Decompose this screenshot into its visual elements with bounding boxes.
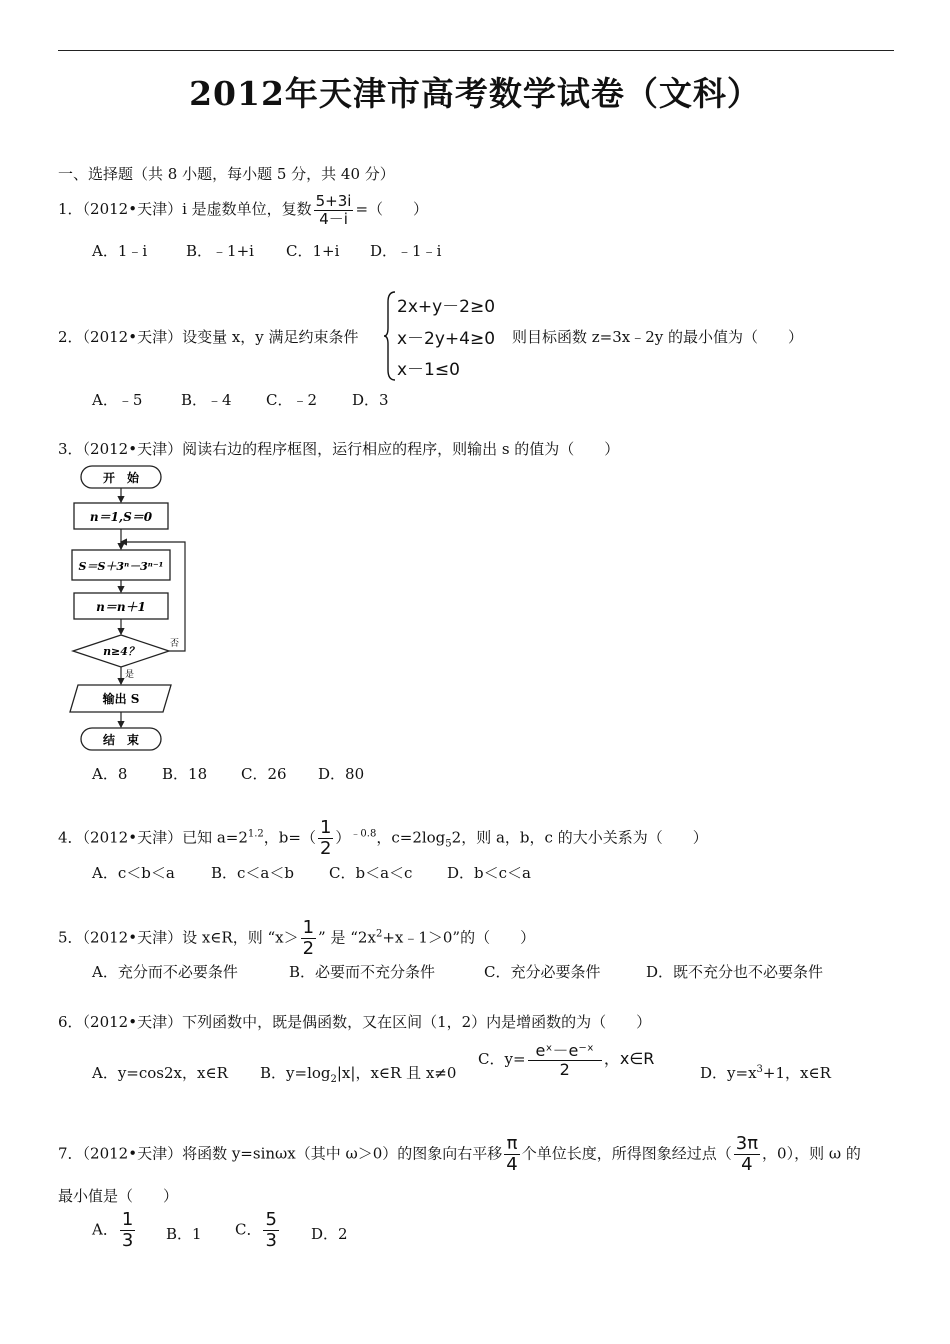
q5-fraction: $\frac{1}{2}$: [302, 917, 315, 959]
brace-icon: [383, 290, 397, 382]
question-5: 5．（2012•天津）设 x∈R，则 “x＞ $\frac{1}{2}$ ” 是 “$2x^2+x﹣1>0$”的（ ）: [58, 917, 536, 959]
q1-option-d: D．﹣1﹣i: [370, 242, 442, 260]
q6-option-a: A．y=cos2x，x∈R: [92, 1064, 228, 1082]
q1-option-c: C．1+i: [286, 242, 340, 260]
flow-init-text: n＝1,S＝0: [89, 510, 153, 524]
question-3: 3．（2012•天津）阅读右边的程序框图，运行相应的程序，则输出 s 的值为（ ）: [58, 440, 620, 458]
q7-option-d: D．2: [311, 1225, 348, 1243]
q2-option-c: C．﹣2: [266, 391, 318, 409]
flow-no-label: 否: [170, 639, 180, 649]
q3-option-b: B．18: [162, 765, 208, 783]
q2-option-a: A．﹣5: [92, 391, 143, 409]
question-7-line2: 最小值是（ ）: [58, 1187, 179, 1205]
q5-option-d: D．既不充分也不必要条件: [646, 963, 824, 981]
q4-option-a: A．c＜b＜a: [92, 864, 175, 882]
q3-option-d: D．80: [318, 765, 365, 783]
q5-option-c: C．充分必要条件: [484, 963, 601, 981]
flow-start-text: 开 始: [102, 471, 140, 485]
flow-increment-text: n＝n＋1: [96, 600, 146, 614]
q2-objective: 则目标函数 z=3x﹣2y 的最小值为（ ）: [512, 328, 804, 346]
q4-fraction: $\frac{1}{2}$: [319, 817, 332, 859]
q4-option-b: B．c＜a＜b: [211, 864, 294, 882]
q4-option-d: D．b＜c＜a: [447, 864, 531, 882]
q6-option-d: D．$y=x^3+1$，x∈R: [700, 1064, 831, 1082]
page-title: 2012年天津市高考数学试卷（文科）: [189, 74, 761, 113]
question-6: 6．（2012•天津）下列函数中，既是偶函数，又在区间（1，2）内是增函数的为（ ）: [58, 1013, 652, 1031]
flow-decision-text: n≥4？: [103, 645, 139, 658]
flowchart: [64, 462, 194, 757]
q4-option-c: C．b＜a＜c: [329, 864, 413, 882]
question-2-prefix: 2．（2012•天津）设变量 x，y 满足约束条件: [58, 328, 359, 346]
q3-option-a: A．8: [92, 765, 128, 783]
flow-end-text: 结 束: [102, 733, 140, 747]
q1-option-b: B．﹣1+i: [186, 242, 254, 260]
q7-option-a: A． $\frac{1}{3}$: [92, 1209, 134, 1251]
question-4: 4．（2012•天津）已知 $a=2^{1.2}$，b=（ $\frac{1}{2}$ ）$^{﹣0.8}$，$c=2\log_52$，则 a，b，c 的大小关系为（ ）: [58, 817, 708, 859]
q7-option-c: C． $\frac{5}{3}$: [235, 1209, 277, 1251]
q7-point-fraction: $\frac{3\pi}{4}$: [735, 1133, 759, 1175]
question-1: 1．（2012•天津）i 是虚数单位，复数 $\frac{5+3i}{4-i}$ =（ ）: [58, 192, 429, 228]
header-rule: [58, 50, 894, 51]
q7-shift-fraction: $\frac{\pi}{4}$: [506, 1133, 518, 1175]
q5-option-a: A．充分而不必要条件: [92, 963, 238, 981]
q2-constraint-2: x－2y+4≥0: [397, 329, 496, 349]
q5-option-b: B．必要而不充分条件: [289, 963, 436, 981]
q6-option-b: B．$y=\log_2|x|$，x∈R 且 x≠0: [260, 1064, 457, 1085]
section-heading: 一、选择题（共 8 小题，每小题 5 分，共 40 分）: [58, 165, 395, 183]
flow-yes-label: 是: [125, 670, 135, 680]
flow-body-text: S＝S＋3ⁿ－3ⁿ⁻¹: [78, 560, 164, 573]
flow-output-text: 输出 S: [102, 692, 140, 706]
q2-constraint-1: 2x+y－2≥0: [397, 297, 496, 317]
q2-option-d: D．3: [352, 391, 389, 409]
q2-option-b: B．﹣4: [181, 391, 232, 409]
q6c-fraction: $\frac{\text{eˣ－e⁻ˣ}}{2}$: [528, 1042, 602, 1078]
q1-fraction: $\frac{5+3i}{4-i}$: [315, 192, 352, 228]
q6-option-c: C．y= $\frac{\text{eˣ－e⁻ˣ}}{2}$ ，x∈R: [478, 1041, 655, 1079]
q7-option-b: B．1: [166, 1225, 202, 1243]
q2-constraint-3: x－1≤0: [397, 360, 460, 380]
question-7: 7．（2012•天津）将函数 y=sinωx（其中 ω＞0）的图象向右平移 $\frac{\pi}{4}$ 个单位长度，所得图象经过点（ $\frac{3\pi}{4}$ ，0），则 ω 的: [58, 1133, 861, 1175]
q3-option-c: C．26: [241, 765, 287, 783]
q1-option-a: A．1﹣i: [92, 242, 148, 260]
